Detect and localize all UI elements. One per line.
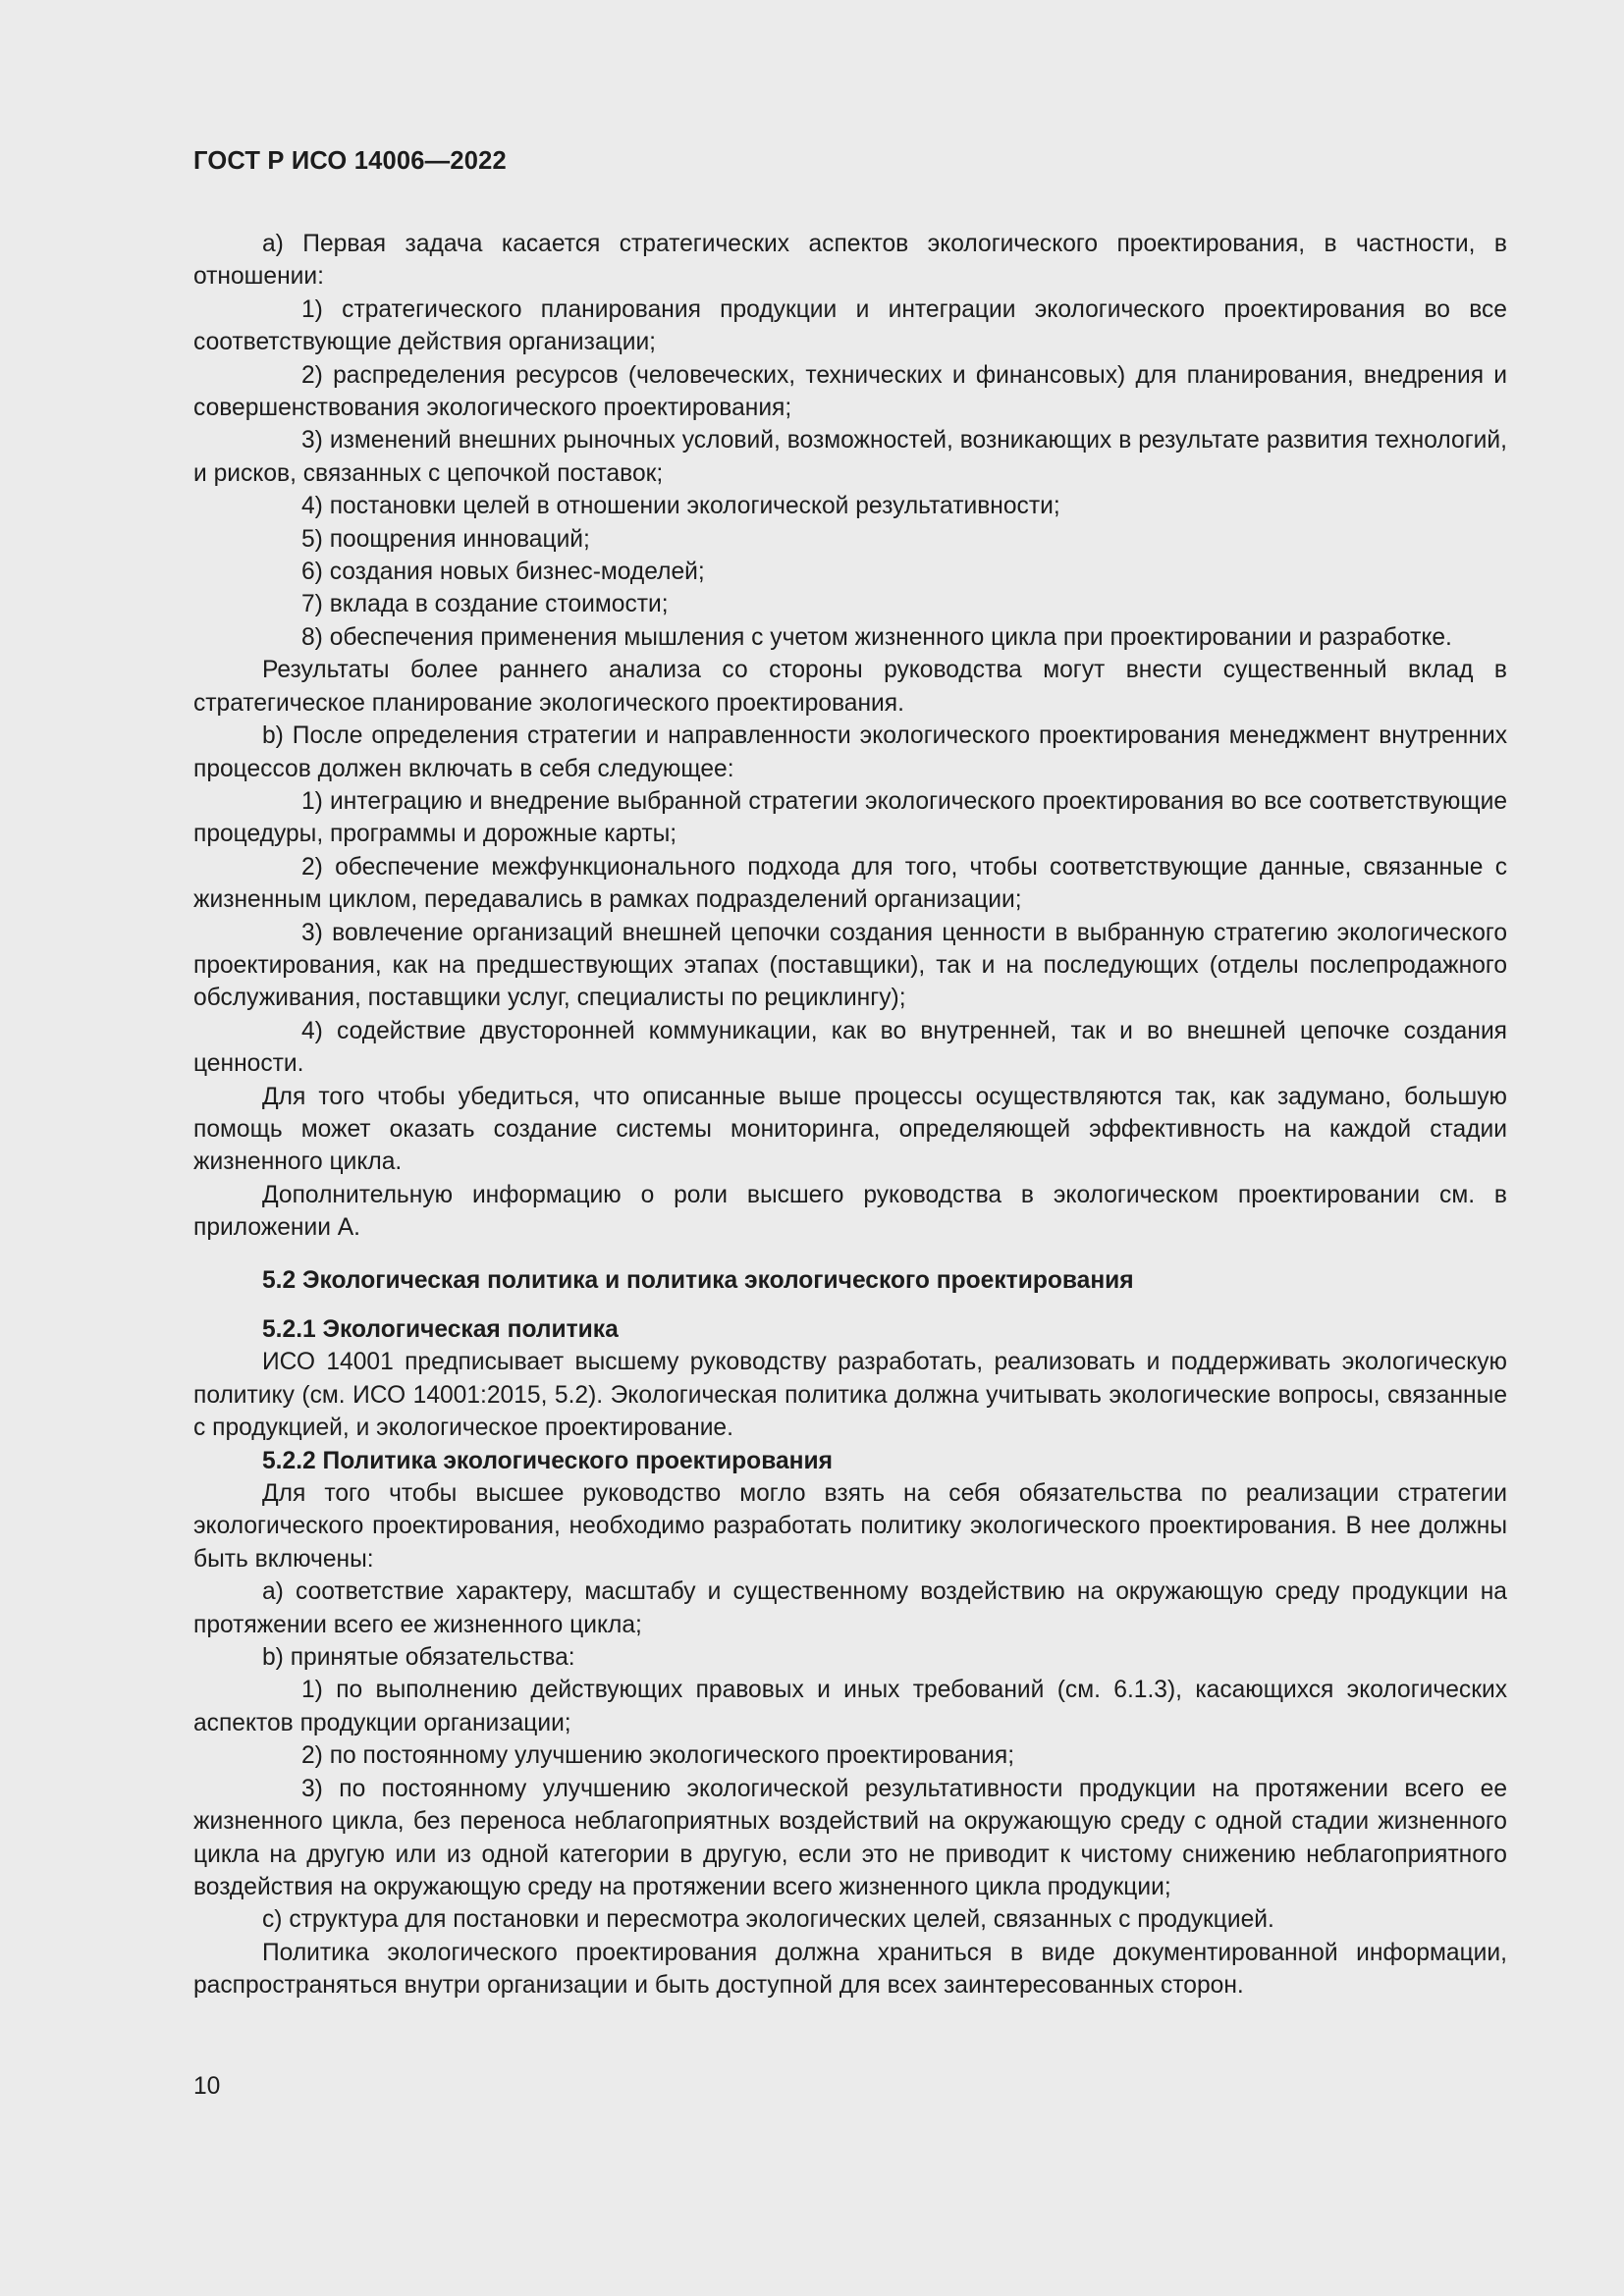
paragraph-b: b) После определения стратегии и направленности экологического проектирования менеджмент внутренних процессов должен включать в себя следующее: [193, 722, 1507, 782]
list-item-a6: 6) создания новых бизнес-моделей; [301, 559, 705, 586]
list-item-b3: 3) вовлечение организаций внешней цепочки создания ценности в выбранную стратегию экологического проектирования, как на предшествующих этапах (поставщики), так и на последующих (отделы послепродажного обслуживания, поставщики услуг, специалисты по рециклингу); [193, 919, 1507, 1012]
paragraph-monitoring: Для того чтобы убедиться, что описанные выше процессы осуществляются так, как задумано, большую помощь может оказать создание системы мониторинга, определяющей эффективность на каждой стадии жизненного цикла. [193, 1083, 1507, 1176]
list-item-b4: 4) содействие двусторонней коммуникации, как во внутренней, так и во внешней цепочке создания ценности. [193, 1017, 1507, 1078]
paragraph-final: Политика экологического проектирования должна храниться в виде документированной информации, распространяться внутри организации и быть доступной для всех заинтересованных сторон. [193, 1939, 1507, 2000]
paragraph-iso14001: ИСО 14001 предписывает высшему руководству разработать, реализовать и поддерживать экологическую политику (см. ИСО 14001:2015, 5.2). Экологическая политика должна учитывать экологические вопросы, связанные с продукцией, и экологическое проектирование. [193, 1349, 1507, 1442]
subsection-heading-5-2-2: 5.2.2 Политика экологического проектирования [262, 1447, 833, 1474]
section-heading-5-2: 5.2 Экологическая политика и политика экологического проектирования [262, 1266, 1134, 1294]
document-header: ГОСТ Р ИСО 14006—2022 [193, 147, 507, 175]
list-item-a4: 4) постановки целей в отношении экологической результативности; [301, 493, 1060, 520]
list-item-a2: 2) распределения ресурсов (человеческих, технических и финансовых) для планирования, внедрения и совершенствования экологического проектирования; [193, 361, 1507, 422]
page-number: 10 [193, 2073, 221, 2100]
policy-item-a: a) соответствие характеру, масштабу и существенному воздействию на окружающую среду продукции на протяжении всего ее жизненного цикла; [193, 1578, 1507, 1638]
paragraph-results: Результаты более раннего анализа со стороны руководства могут внести существенный вклад в стратегическое планирование экологического проектирования. [193, 657, 1507, 717]
policy-item-b1: 1) по выполнению действующих правовых и иных требований (см. 6.1.3), касающихся экологических аспектов продукции организации; [193, 1677, 1507, 1736]
list-item-b1: 1) интеграцию и внедрение выбранной стратегии экологического проектирования во все соответствующие процедуры, программы и дорожные карты; [193, 787, 1507, 848]
policy-item-b2: 2) по постоянному улучшению экологического проектирования; [301, 1742, 1015, 1770]
list-item-b2: 2) обеспечение межфункционального подхода для того, чтобы соответствующие данные, связанные с жизненным циклом, передавались в рамках подразделений организации; [193, 853, 1507, 914]
paragraph-additional: Дополнительную информацию о роли высшего руководства в экологическом проектировании см. в приложении А. [193, 1181, 1507, 1242]
policy-item-b: b) принятые обязательства: [262, 1644, 575, 1672]
list-item-a1: 1) стратегического планирования продукции и интеграции экологического проектирования во все соответствующие действия организации; [193, 295, 1507, 356]
list-item-a5: 5) поощрения инноваций; [301, 525, 590, 553]
list-item-a3: 3) изменений внешних рыночных условий, возможностей, возникающих в результате развития технологий, и рисков, связанных с цепочкой поставок; [193, 427, 1507, 487]
policy-item-c: c) структура для постановки и пересмотра экологических целей, связанных с продукцией. [262, 1906, 1274, 1934]
policy-item-b3: 3) по постоянному улучшению экологической результативности продукции на протяжении всего ее жизненного цикла, без переноса неблагоприятных воздействий на окружающую среду с одной стадии жизненного цикла на другую или из одной категории в другую, если это не приводит к чистому снижению неблагоприятного воздействия на окружающую среду на протяжении всего жизненного цикла продукции; [193, 1775, 1507, 1900]
list-item-a8: 8) обеспечения применения мышления с учетом жизненного цикла при проектировании и разработке. [301, 623, 1452, 651]
document-body [193, 228, 1507, 2002]
subsection-heading-5-2-1: 5.2.1 Экологическая политика [262, 1316, 619, 1343]
list-item-a7: 7) вклада в создание стоимости; [301, 591, 669, 618]
paragraph-policy: Для того чтобы высшее руководство могло взять на себя обязательства по реализации стратегии экологического проектирования, необходимо разработать политику экологического проектирования. В нее должны быть включены: [193, 1480, 1507, 1573]
paragraph-a: a) Первая задача касается стратегических аспектов экологического проектирования, в частности, в отношении: [193, 231, 1507, 291]
